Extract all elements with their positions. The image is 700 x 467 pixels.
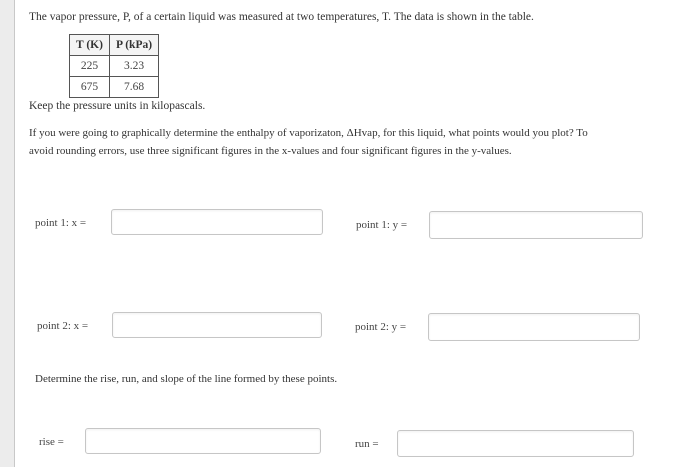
table-cell: 7.68 xyxy=(109,77,158,98)
table-row xyxy=(70,56,159,77)
point1-x-input[interactable] xyxy=(111,209,323,235)
instruction-line-1: If you were going to graphically determine the enthalpy of vaporizaton, ΔHvap, for this liquid, what points would you plot? To xyxy=(29,127,588,139)
point1-y-label: point 1: y = xyxy=(356,219,408,231)
table-row xyxy=(70,77,159,98)
question-intro: The vapor pressure, P, of a certain liquid was measured at two temperatures, T. The data is shown in the table. xyxy=(29,11,534,23)
rise-input[interactable] xyxy=(85,428,321,454)
rise-label: rise = xyxy=(39,436,64,448)
instruction-line-2: avoid rounding errors, use three significant figures in the x-values and four significant figures in the y-values. xyxy=(29,145,512,157)
point2-x-input[interactable] xyxy=(112,312,322,338)
table-cell: 3.23 xyxy=(109,56,158,77)
table-cell: 225 xyxy=(70,56,110,77)
point2-x-label: point 2: x = xyxy=(37,320,89,332)
table-header-pressure: P (kPa) xyxy=(109,35,158,56)
run-label: run = xyxy=(355,438,379,450)
run-input[interactable] xyxy=(397,430,634,457)
point1-x-label: point 1: x = xyxy=(35,217,87,229)
table-cell: 675 xyxy=(70,77,110,98)
point2-y-label: point 2: y = xyxy=(355,321,407,333)
units-note: Keep the pressure units in kilopascals. xyxy=(29,100,206,112)
data-table xyxy=(69,34,159,98)
point2-y-input[interactable] xyxy=(428,313,640,341)
question-panel xyxy=(14,0,700,467)
determine-instruction: Determine the rise, run, and slope of the line formed by these points. xyxy=(35,373,338,385)
table-header-temperature: T (K) xyxy=(70,35,110,56)
point1-y-input[interactable] xyxy=(429,211,643,239)
